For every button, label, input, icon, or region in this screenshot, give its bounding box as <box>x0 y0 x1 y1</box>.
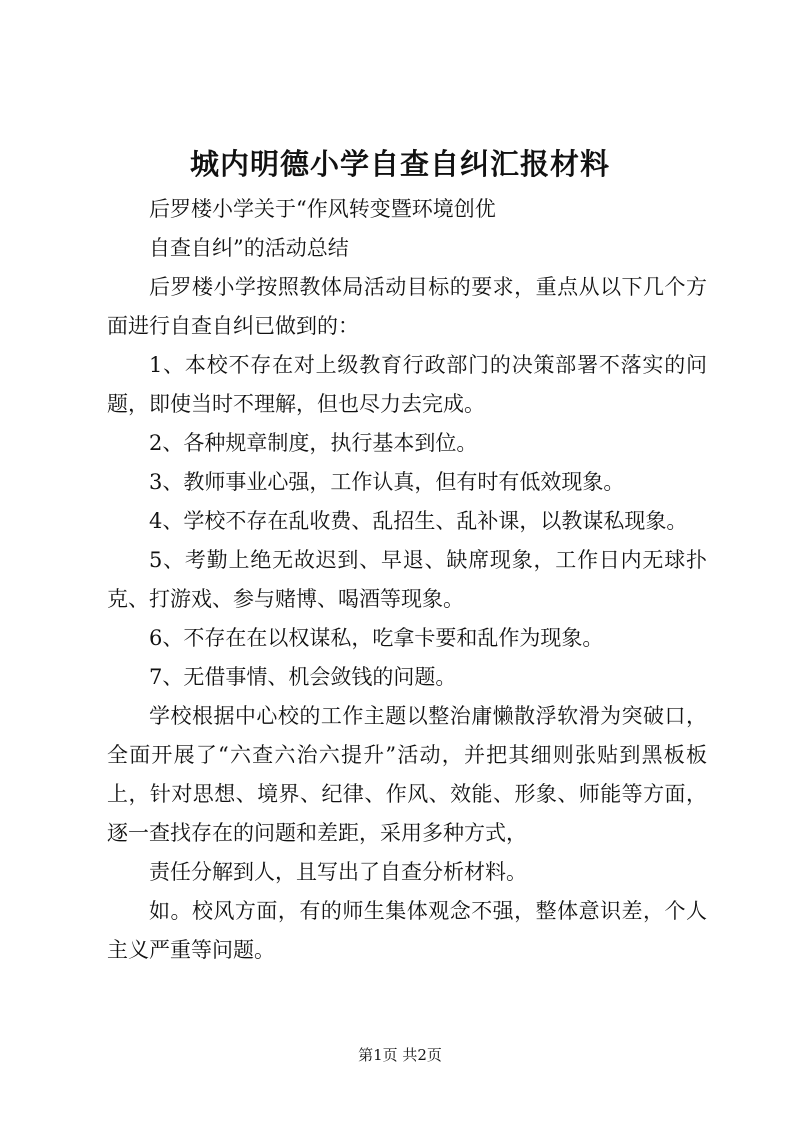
paragraph: 2、各种规章制度，执行基本到位。 <box>149 431 478 455</box>
paragraph: 责任分解到人，且写出了自查分析材料。 <box>149 860 527 884</box>
paragraph: 后罗楼小学按照教体局活动目标的要求，重点从以下几个方面进行自查自纠已做到的： <box>107 275 707 338</box>
paragraph: 学校根据中心校的工作主题以整治庸懒散浮软滑为突破口，全面开展了“六查六治六提升”活动，并把其细则张贴到黑板板上，针对思想、境界、纪律、作风、效能、形象、师能等方面，逐一查找存在的问题和差距，采用多种方式， <box>107 704 707 845</box>
paragraph: 1、本校不存在对上级教育行政部门的决策部署不落实的问题，即使当时不理解，但也尽力去完成。 <box>107 353 707 416</box>
paragraph: 3、教师事业心强，工作认真，但有时有低效现象。 <box>149 470 625 494</box>
paragraph: 6、不存在在以权谋私，吃拿卡要和乱作为现象。 <box>149 626 604 650</box>
document-body <box>107 190 707 970</box>
paragraph: 自查自纠”的活动总结 <box>149 236 349 260</box>
document-title: 城内明德小学自查自纠汇报材料 <box>189 147 610 181</box>
paragraph: 7、无借事情、机会敛钱的问题。 <box>149 665 457 689</box>
paragraph: 4、学校不存在乱收费、乱招生、乱补课，以教谋私现象。 <box>149 509 688 533</box>
paragraph: 如。校风方面，有的师生集体观念不强，整体意识差，个人主义严重等问题。 <box>107 899 707 962</box>
page-footer: 第1页 共2页 <box>358 1046 442 1064</box>
paragraph: 5、考勤上绝无故迟到、早退、缺席现象，工作日内无球扑克、打游戏、参与赌博、喝酒等现象。 <box>107 548 707 611</box>
paragraph: 后罗楼小学关于“作风转变暨环境创优 <box>149 197 496 221</box>
